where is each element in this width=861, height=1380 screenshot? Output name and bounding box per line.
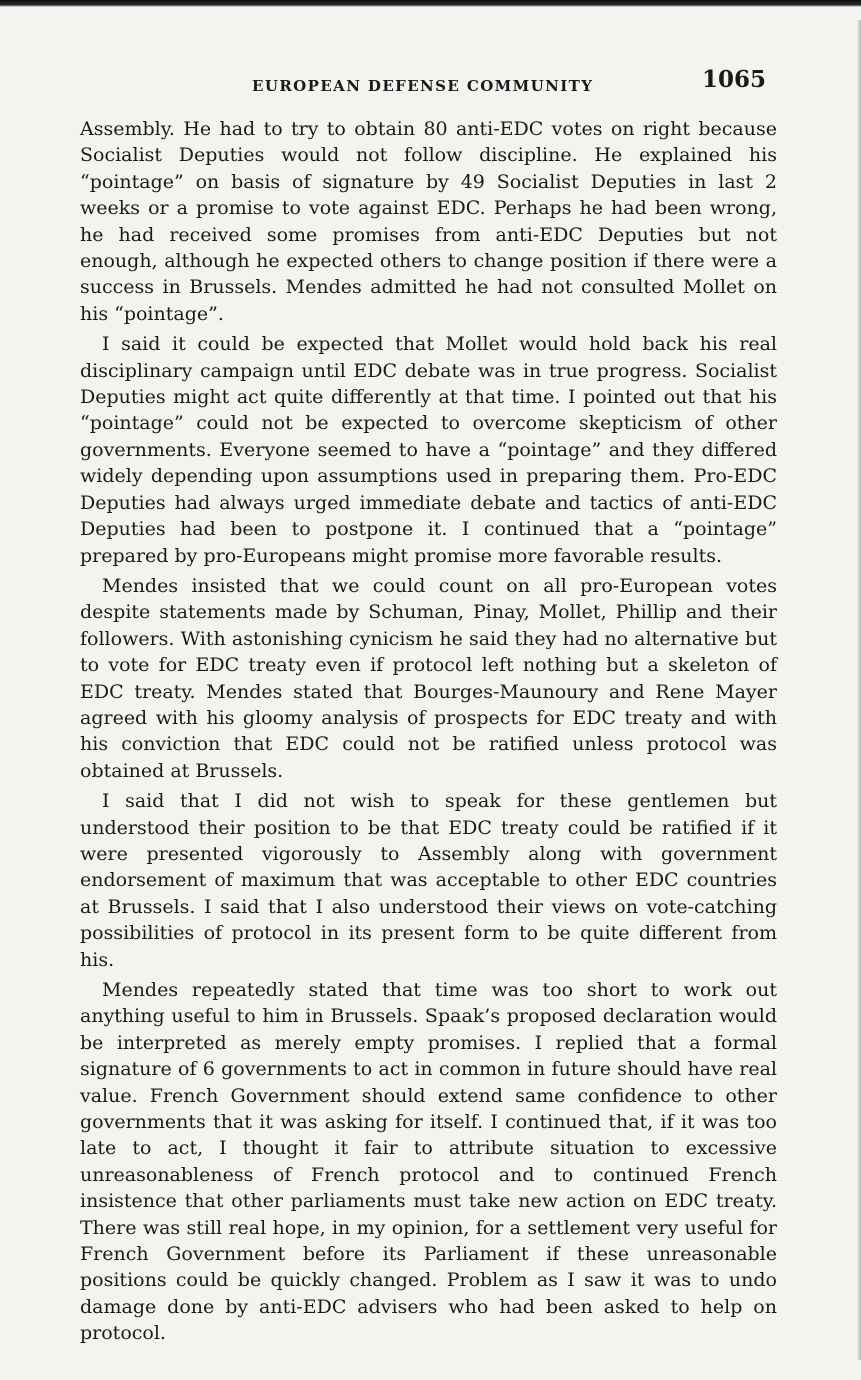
body-text <box>80 116 777 1351</box>
scan-right-edge <box>857 20 861 1360</box>
page-number: 1065 <box>701 66 766 93</box>
running-title: EUROPEAN DEFENSE COMMUNITY <box>252 77 594 95</box>
paragraph: I said it could be expected that Mollet would hold back his real disciplinary campaign until EDC debate was in true progress. Socialist Deputies might act quite differently at that time. I pointed out that his “pointage” could not be expected to overcome skepticism of other governments. Everyone seemed to have a “pointage” and they differed widely depending upon assumptions used in preparing them. Pro-EDC Deputies had always urged immediate debate and tactics of anti-EDC Deputies had been to postpone it. I continued that a “pointage” prepared by pro-Europeans might promise more favorable results. <box>80 333 777 567</box>
paragraph-continued: Assembly. He had to try to obtain 80 anti-EDC votes on right because Socialist Deputies would not follow discipline. He explained his “pointage” on basis of signature by 49 Socialist Deputies in last 2 weeks or a promise to vote against EDC. Perhaps he had been wrong, he had received some promises from anti-EDC Deputies but not enough, although he expected others to change position if there were a success in Brussels. Mendes admitted he had not consulted Mollet on his “pointage”. <box>80 118 777 325</box>
page-header <box>76 66 766 100</box>
scan-top-edge <box>0 0 861 7</box>
paragraph: Mendes repeatedly stated that time was too short to work out anything useful to him in Brussels. Spaak’s proposed declaration would be interpreted as merely empty promises. I replied that a formal signature of 6 governments to act in common in future should have real value. French Government should extend same confidence to other governments that it was asking for itself. I continued that, if it was too late to act, I thought it fair to attribute situation to excessive unreasonableness of French protocol and to continued French insistence that other parliaments must take new action on EDC treaty. There was still real hope, in my opinion, for a settlement very useful for French Government before its Parliament if these unreasonable positions could be quickly changed. Problem as I saw it was to undo damage done by anti-EDC advisers who had been asked to help on protocol. <box>80 979 777 1345</box>
paragraph: I said that I did not wish to speak for these gentlemen but understood their position to be that EDC treaty could be ratified if it were presented vigorously to Assembly along with government endorsement of maximum that was acceptable to other EDC countries at Brussels. I said that I also understood their views on vote-catching possibilities of protocol in its present form to be quite different from his. <box>80 790 777 971</box>
paragraph: Mendes insisted that we could count on all pro-European votes despite statements made by Schuman, Pinay, Mollet, Phillip and their followers. With astonishing cynicism he said they had no alternative but to vote for EDC treaty even if protocol left nothing but a skeleton of EDC treaty. Mendes stated that Bourges-Maunoury and Rene Mayer agreed with his gloomy analysis of prospects for EDC treaty and with his conviction that EDC could not be ratified unless protocol was obtained at Brussels. <box>80 574 777 782</box>
